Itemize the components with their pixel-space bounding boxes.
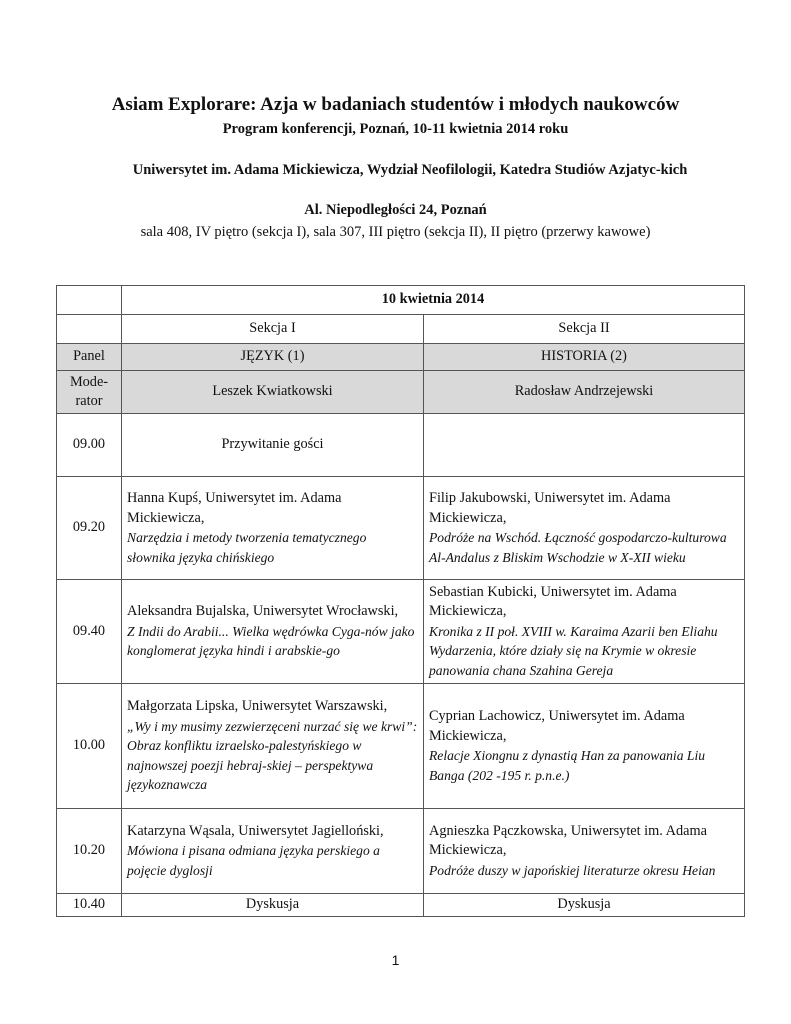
table-row bbox=[57, 809, 745, 894]
session-cell bbox=[424, 809, 745, 894]
talk-title: Kronika z II poł. XVIII w. Karaima Azarii ben Eliahu Wydarzenia, które działy się na Krymie w okresie panowania chana Szahina Gereja bbox=[429, 623, 718, 678]
session-cell bbox=[122, 580, 424, 684]
presenter-name: Aleksandra Bujalska, Uniwersytet Wrocławski, bbox=[127, 603, 399, 620]
date-header: 10 kwietnia 2014 bbox=[122, 286, 745, 315]
session-cell bbox=[424, 580, 745, 684]
moderator-label: Mode-rator bbox=[57, 371, 122, 414]
presenter-name: Małgorzata Lipska, Uniwersytet Warszawski, bbox=[127, 698, 388, 715]
talk-title: Mówiona i pisana odmiana języka perskiego a pojęcie dyglosji bbox=[127, 843, 380, 878]
panel-label: Panel bbox=[57, 344, 122, 371]
talk-title: Narzędzia i metody tworzenia tematycznego słownika języka chińskiego bbox=[127, 530, 367, 565]
section-2-header: Sekcja II bbox=[424, 315, 745, 344]
presenter-name: Sebastian Kubicki, Uniwersytet im. Adama Mickiewicza, bbox=[429, 583, 677, 620]
empty-cell bbox=[424, 414, 745, 477]
panel-2: HISTORIA (2) bbox=[424, 344, 745, 371]
table-row bbox=[57, 580, 745, 684]
talk-title: Podróże duszy w japońskiej literaturze okresu Heian bbox=[429, 862, 716, 878]
moderator-2: Radosław Andrzejewski bbox=[424, 371, 745, 414]
rooms-line: sala 408, IV piętro (sekcja I), sala 307, III piętro (sekcja II), II piętro (przerwy kawowe) bbox=[140, 224, 651, 240]
document-subtitle: Program konferencji, Poznań, 10-11 kwietnia 2014 roku bbox=[222, 121, 569, 137]
time-cell: 09.00 bbox=[57, 414, 122, 477]
talk-title: Z Indii do Arabii... Wielka wędrówka Cyga-nów jako konglomerat języka hindi i arabskie-go bbox=[127, 623, 415, 659]
presenter-name: Hanna Kupś, Uniwersytet im. Adama Mickiewicza, bbox=[127, 490, 342, 526]
presenter-name: Filip Jakubowski, Uniwersytet im. Adama Mickiewicza, bbox=[429, 490, 671, 526]
table-row bbox=[57, 477, 745, 580]
institution-line: Uniwersytet im. Adama Mickiewicza, Wydział Neofilologii, Katedra Studiów Azjatyc-kich bbox=[132, 162, 688, 178]
address-line: Al. Niepodległości 24, Poznań bbox=[304, 202, 487, 218]
empty-cell bbox=[57, 315, 122, 344]
talk-title: Podróże na Wschód. Łączność gospodarczo-kulturowa Al-Andalus z Bliskim Wschodzie w X-XII wieku bbox=[429, 530, 727, 565]
session-cell bbox=[122, 477, 424, 580]
empty-corner-cell bbox=[57, 286, 122, 315]
page-number: 1 bbox=[391, 952, 400, 968]
session-cell bbox=[122, 684, 424, 809]
program-table bbox=[56, 285, 745, 917]
time-cell: 10.40 bbox=[57, 894, 122, 917]
section-1-header: Sekcja I bbox=[122, 315, 424, 344]
time-cell: 10.20 bbox=[57, 809, 122, 894]
discussion-cell: Dyskusja bbox=[122, 894, 424, 917]
time-cell: 09.40 bbox=[57, 580, 122, 684]
welcome-cell: Przywitanie gości bbox=[122, 414, 424, 477]
document-title: Asiam Explorare: Azja w badaniach studentów i młodych naukowców bbox=[111, 94, 680, 115]
session-cell bbox=[122, 809, 424, 894]
panel-1: JĘZYK (1) bbox=[122, 344, 424, 371]
presenter-name: Katarzyna Wąsala, Uniwersytet Jagielloński, bbox=[127, 822, 384, 839]
session-cell bbox=[424, 684, 745, 809]
presenter-name: Cyprian Lachowicz, Uniwersytet im. Adama Mickiewicza, bbox=[429, 708, 685, 744]
presenter-name: Agnieszka Pączkowska, Uniwersytet im. Adama Mickiewicza, bbox=[429, 822, 707, 859]
moderator-1: Leszek Kwiatkowski bbox=[122, 371, 424, 414]
time-cell: 09.20 bbox=[57, 477, 122, 580]
talk-title: „Wy i my musimy zezwierzęceni nurzać się we krwi”: Obraz konfliktu izraelsko-palestyńskiego w najnowszej poezji hebraj-skiej – perspektywa językoznawcza bbox=[127, 718, 418, 793]
time-cell: 10.00 bbox=[57, 684, 122, 809]
discussion-cell: Dyskusja bbox=[424, 894, 745, 917]
table-row bbox=[57, 684, 745, 809]
talk-title: Relacje Xiongnu z dynastią Han za panowania Liu Banga (202 -195 r. p.n.e.) bbox=[429, 748, 706, 783]
session-cell bbox=[424, 477, 745, 580]
